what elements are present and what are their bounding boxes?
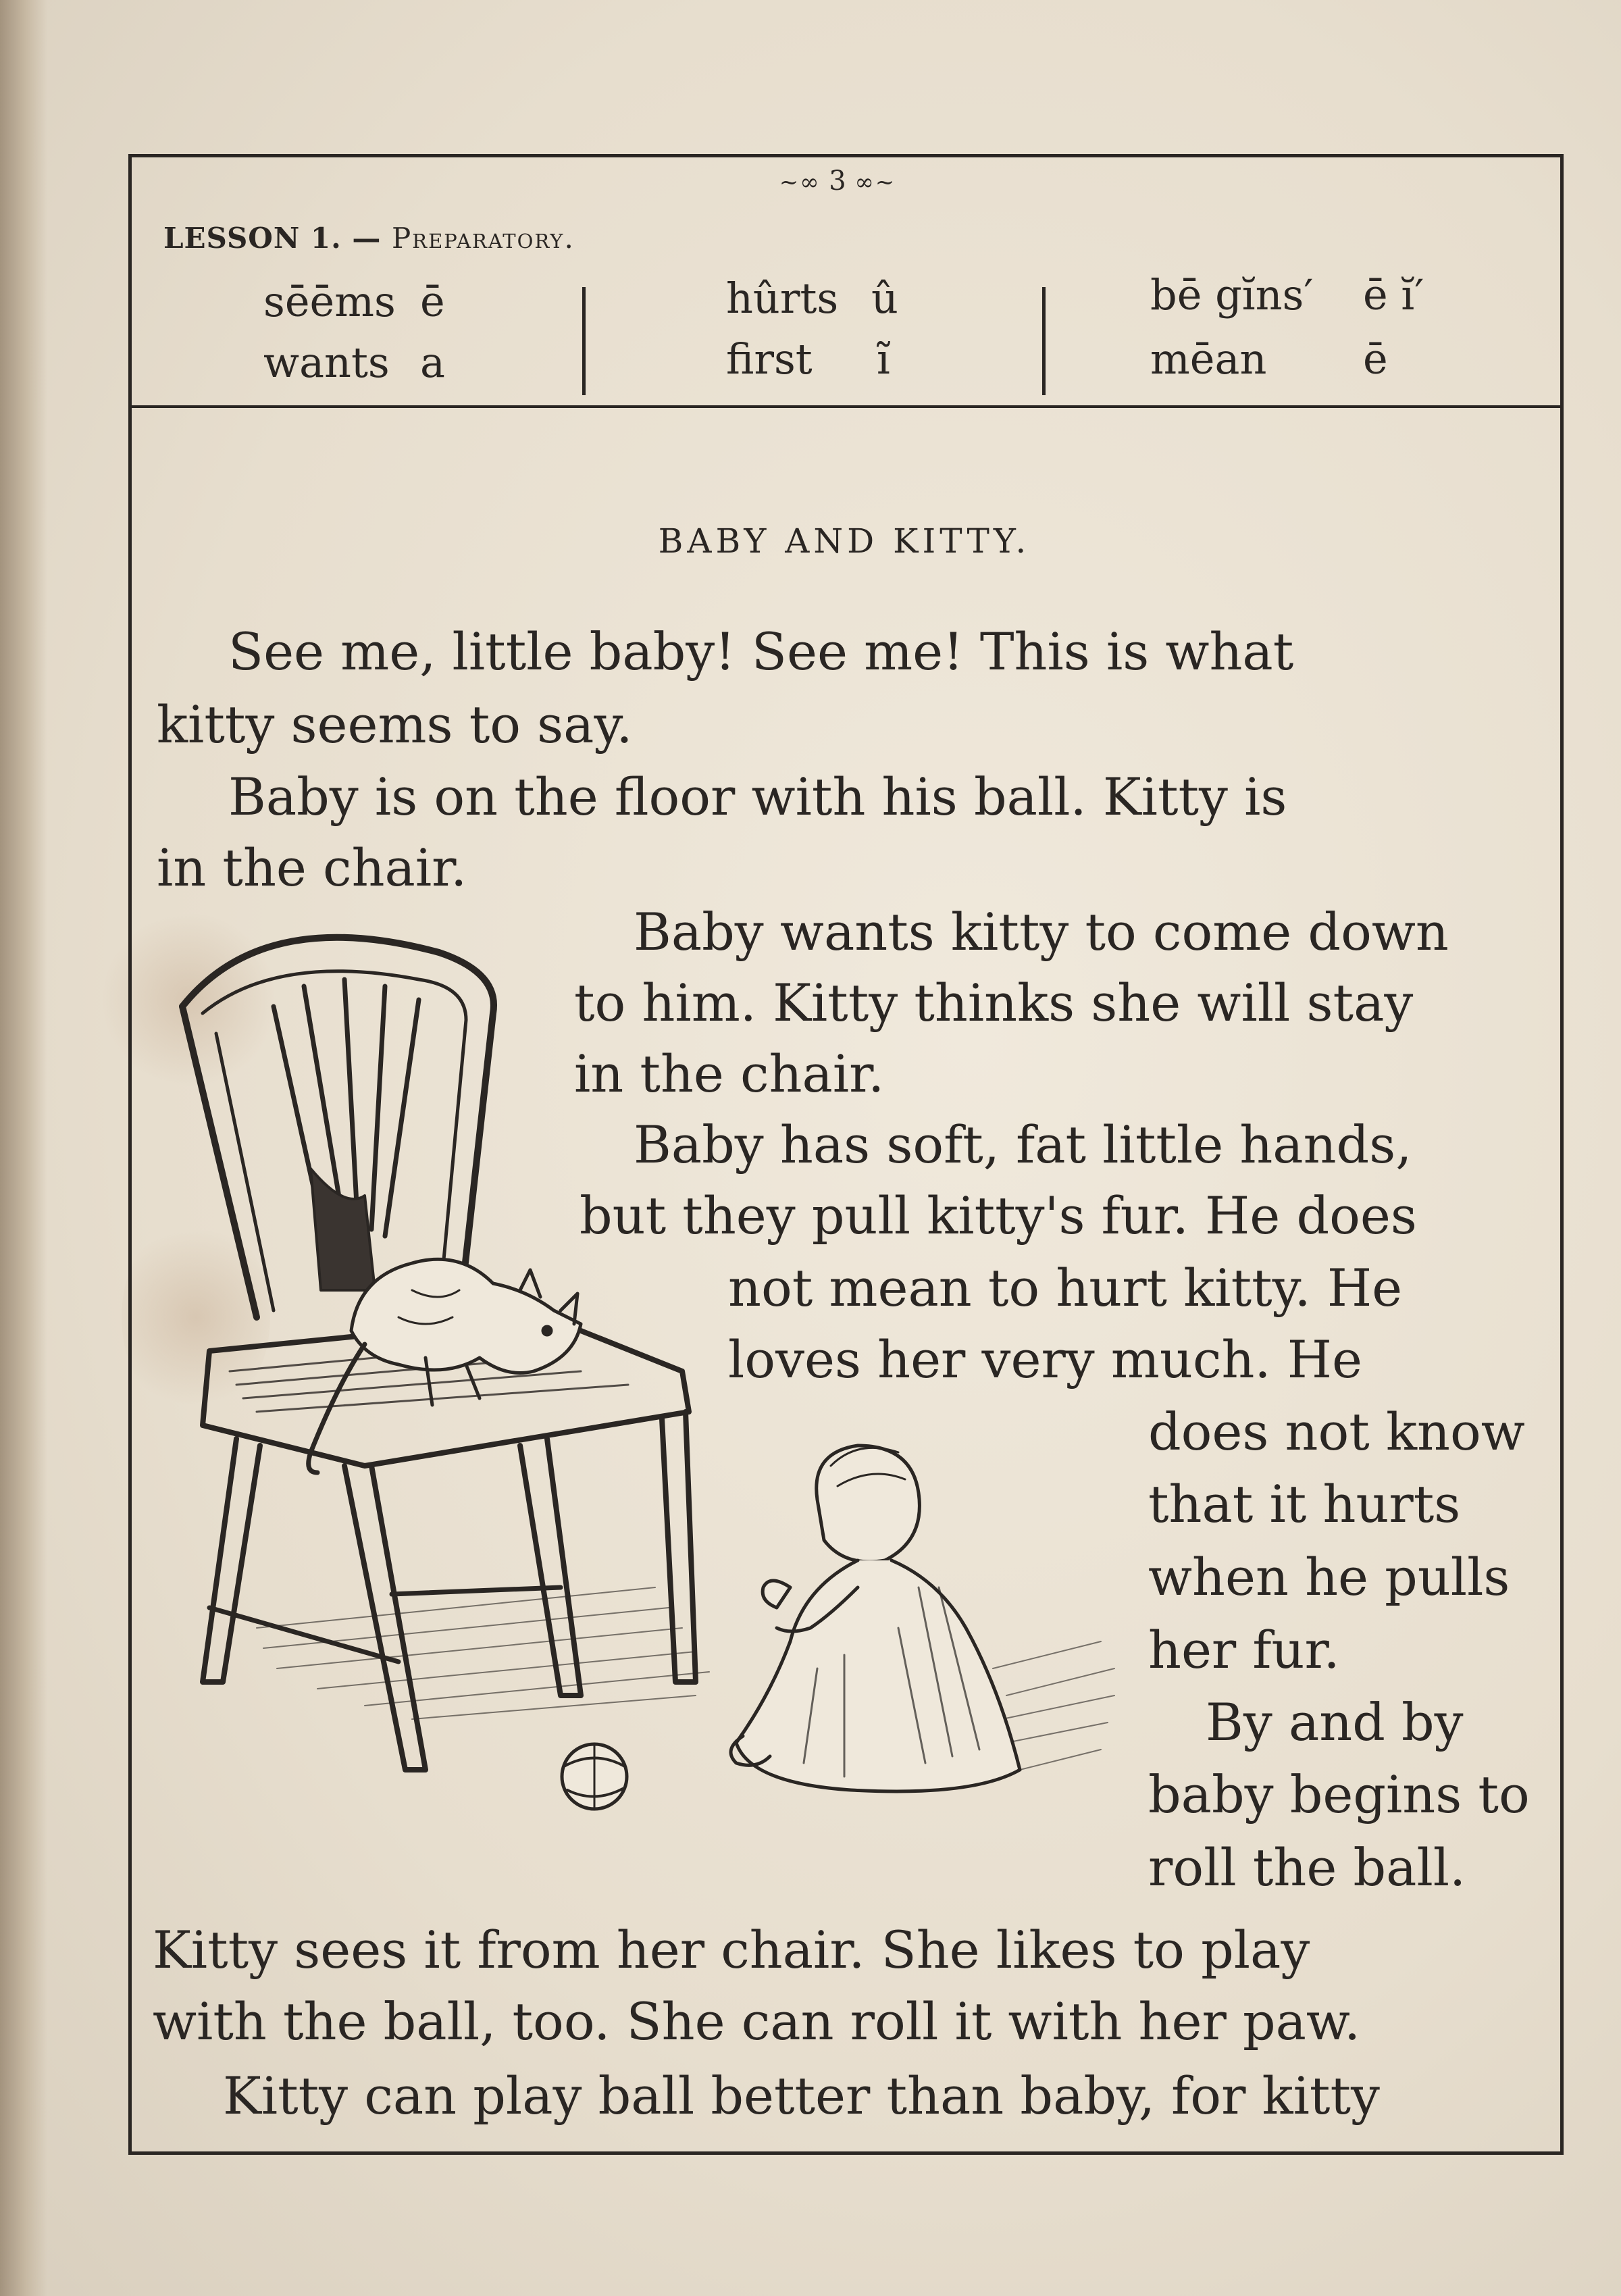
lesson-label: LESSON 1. — [163,222,392,255]
vocab-divider [1042,287,1046,395]
vocab-mark: û [871,274,898,323]
vocab-word: mēan [1150,334,1267,384]
story-line: See me, little baby! See me! This is what [228,621,1294,682]
vocab-divider [582,287,586,395]
story-line: in the chair. [157,838,467,898]
story-line: baby begins to [1148,1764,1530,1825]
story-line: Baby wants kitty to come down [634,902,1449,962]
lesson-heading [163,222,575,255]
vocab-mark: a [420,338,445,387]
vocab-mark: ĩ [877,334,890,384]
story-line: in the chair. [574,1044,885,1104]
vocab-word: bē gĭns′ [1150,270,1314,320]
page-number-value: 3 [829,165,846,197]
page-number [756,161,919,201]
ornament-right-icon: ∞~ [854,169,896,196]
vocab-word: hûrts [726,274,839,323]
story-line: Baby is on the floor with his ball. Kitty is [228,767,1287,827]
header-rule [128,405,1564,408]
story-line: does not know [1148,1402,1525,1462]
story-line: when he pulls [1148,1547,1510,1607]
story-line: By and by [1206,1692,1464,1752]
ball-icon [562,1744,627,1809]
vocab-word: wants [263,338,390,387]
story-line: kitty seems to say. [157,694,633,755]
story-line: loves her very much. He [728,1329,1362,1389]
story-line: roll the ball. [1148,1837,1466,1897]
story-line: to him. Kitty thinks she will stay [574,973,1414,1033]
vocab-mark: ē [420,277,445,326]
vocab-word: sēēms [263,277,396,326]
story-line: not mean to hurt kitty. He [728,1258,1403,1318]
page-binding-shadow [0,0,47,2296]
story-title: BABY AND KITTY. [658,521,1031,561]
child-icon [731,1446,1020,1791]
vocab-mark: ē [1363,334,1388,384]
story-line: but they pull kitty's fur. He does [580,1185,1417,1246]
story-line: Kitty sees it from her chair. She likes to play [153,1920,1310,1980]
story-line: Baby has soft, fat little hands, [634,1115,1412,1175]
story-line: with the ball, too. She can roll it with her paw. [153,1991,1361,2051]
ornament-left-icon: ~∞ [779,169,821,196]
baby-and-kitty-illustration [142,912,1128,1891]
lesson-subtitle: Preparatory. [391,222,575,255]
vocab-mark: ē ĭ′ [1363,270,1424,320]
vocab-word: first [726,334,813,384]
story-line: Kitty can play ball better than baby, for kitty [223,2066,1380,2126]
story-line: her fur. [1148,1620,1340,1680]
story-line: that it hurts [1148,1474,1461,1534]
